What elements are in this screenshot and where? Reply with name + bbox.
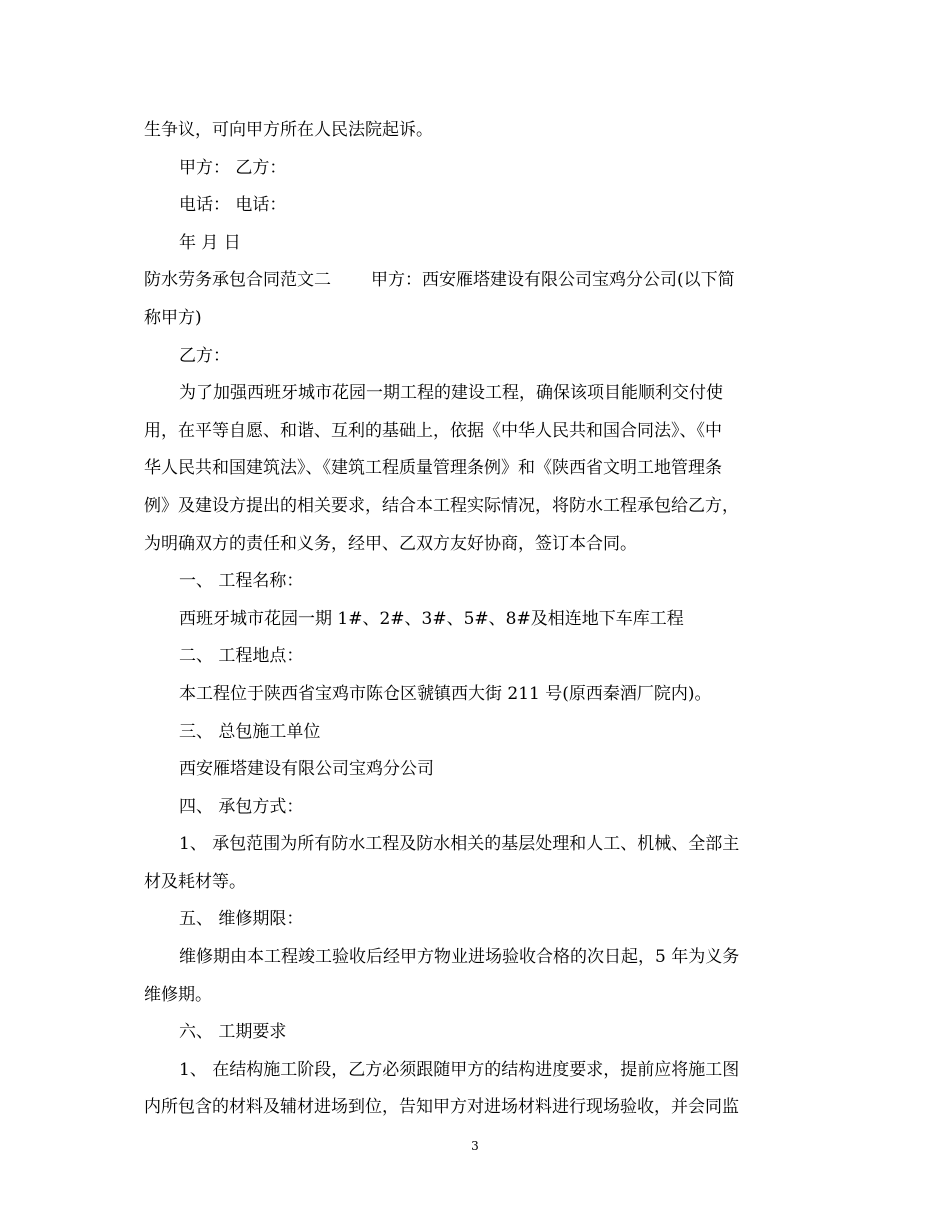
section-heading: 四、 承包方式： (179, 796, 304, 817)
section-text: 西安雁塔建设有限公司宝鸡分公司 (179, 759, 434, 780)
section-heading: 二、 工程地点： (179, 646, 304, 667)
page-number: 3 (471, 1139, 479, 1153)
section-title: 防水劳务承包合同范文二 (144, 270, 331, 291)
signature-phone-line: 电话： 电话： (179, 195, 287, 216)
section-heading: 三、 总包施工单位 (179, 721, 321, 742)
party-a-heading: 甲方：西安雁塔建设有限公司宝鸡分公司(以下简 (371, 270, 735, 291)
signature-parties-line: 甲方： 乙方： (179, 157, 287, 178)
section-heading: 五、 维修期限： (179, 909, 304, 930)
paragraph-line: 为了加强西班牙城市花园一期工程的建设工程，确保该项目能顺利交付使 (179, 383, 723, 404)
paragraph-line: 1、 在结构施工阶段，乙方必须跟随甲方的结构进度要求，提前应将施工图 (179, 1059, 740, 1080)
document-body (144, 112, 804, 1127)
party-b-line: 乙方： (179, 345, 230, 366)
paragraph-line: 用，在平等自愿、和谐、互利的基础上，依据《中华人民共和国合同法》、《中 (144, 420, 722, 441)
paragraph-line: 1、 承包范围为所有防水工程及防水相关的基层处理和人工、机械、全部主 (179, 834, 740, 855)
text-line: 生争议，可向甲方所在人民法院起诉。 (144, 120, 433, 140)
paragraph-line: 材及耗材等。 (144, 871, 246, 892)
signature-date-line: 年 月 日 (179, 232, 241, 253)
section-title-line (144, 262, 804, 300)
section-text: 西班牙城市花园一期 1#、2#、3#、5#、8#及相连地下车库工程 (179, 608, 684, 629)
paragraph-line: 内所包含的材料及辅材进场到位，告知甲方对进场材料进行现场验收，并会同监 (144, 1097, 739, 1118)
paragraph-line: 华人民共和国建筑法》、《建筑工程质量管理条例》和《陕西省文明工地管理条 (144, 458, 722, 479)
section-heading: 六、 工期要求 (179, 1022, 287, 1043)
paragraph-line: 例》及建设方提出的相关要求，结合本工程实际情况，将防水工程承包给乙方， (144, 495, 739, 516)
paragraph-line: 维修期。 (144, 984, 212, 1005)
section-text: 本工程位于陕西省宝鸡市陈仓区虢镇西大街 211 号(原西秦酒厂院内)。 (179, 683, 712, 704)
text-line: 称甲方) (144, 307, 202, 328)
paragraph-line: 维修期由本工程竣工验收后经甲方物业进场验收合格的次日起，5 年为义务 (179, 947, 740, 968)
section-heading: 一、 工程名称： (179, 571, 304, 592)
paragraph-line: 为明确双方的责任和义务，经甲、乙双方友好协商，签订本合同。 (144, 533, 637, 554)
